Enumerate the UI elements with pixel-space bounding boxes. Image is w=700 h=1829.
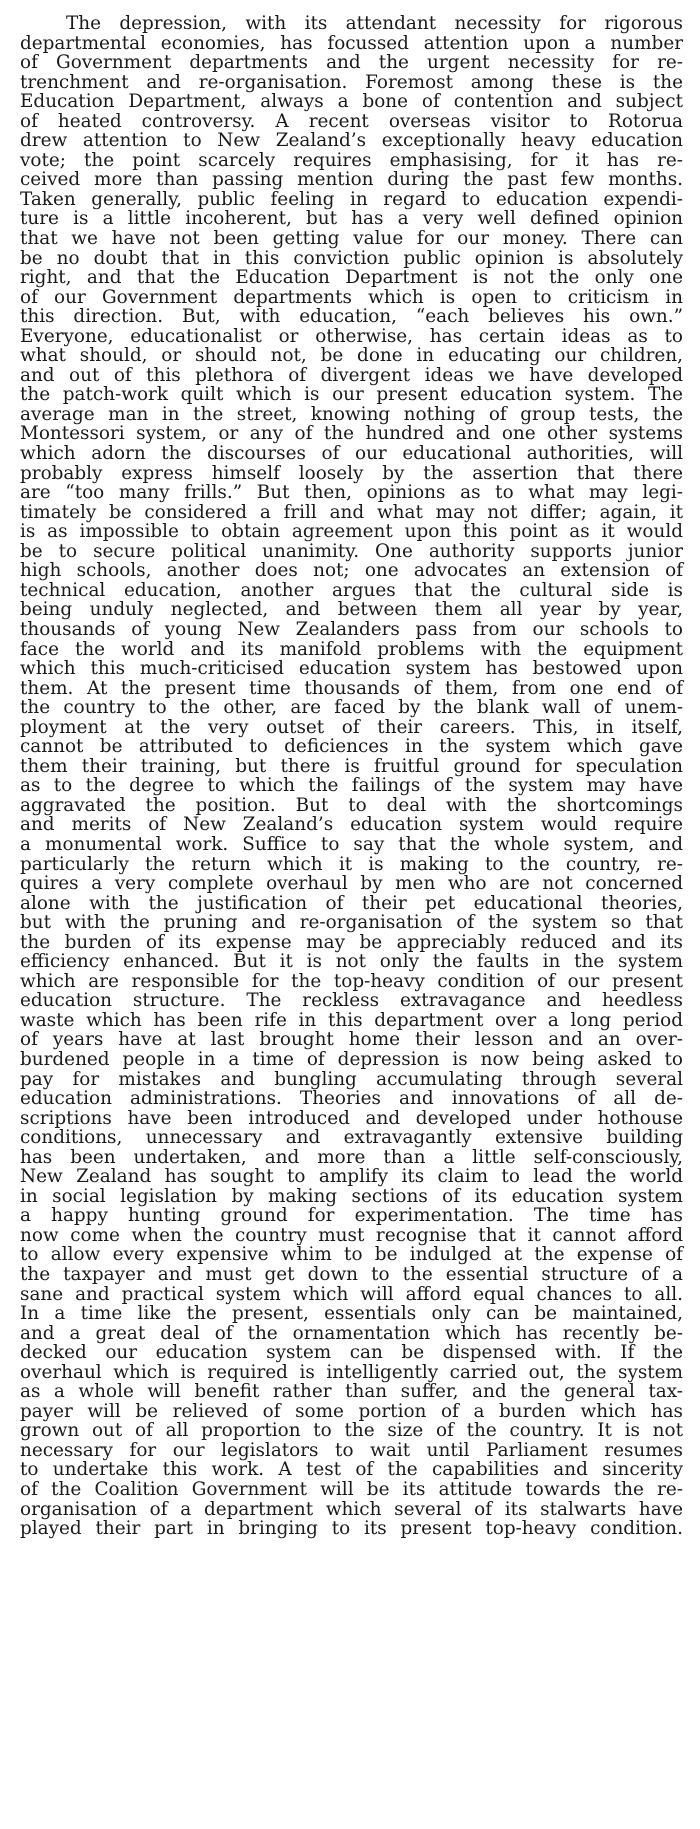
article-line: timately be considered a frill and what may not differ; again, it	[20, 501, 683, 523]
article-line: burdened people in a time of depression is now being asked to	[20, 1048, 683, 1070]
article-line: played their part in bringing to its present top-heavy condition.	[20, 1518, 683, 1540]
article-line: of heated controversy. A recent overseas visitor to Rotorua	[20, 110, 683, 132]
article-line: which adorn the discourses of our educational authorities, will	[20, 443, 683, 465]
article-line: them. At the present time thousands of them, from one end of	[20, 677, 683, 699]
article-line: and a great deal of the ornamentation which has recently be-	[20, 1322, 683, 1344]
article-line: overhaul which is required is intelligently carried out, the system	[20, 1361, 683, 1383]
editorial-article	[20, 14, 683, 1539]
article-line: this direction. But, with education, “each believes his own.”	[20, 306, 683, 328]
article-line: vote; the point scarcely requires emphasising, for it has re-	[20, 149, 683, 171]
article-line: sane and practical system which will afford equal chances to all.	[20, 1283, 683, 1305]
article-line: what should, or should not, be done in educating our children,	[20, 345, 683, 367]
article-line: the country to the other, are faced by the blank wall of unem-	[20, 697, 683, 719]
article-line: The depression, with its attendant necessity for rigorous	[66, 13, 683, 34]
article-line: waste which has been rife in this department over a long period	[20, 1009, 683, 1031]
article-line: ceived more than passing mention during the past few months.	[20, 169, 683, 191]
article-line: trenchment and re-organisation. Foremost among these is the	[20, 71, 683, 93]
article-line: the burden of its expense may be appreciably reduced and its	[20, 931, 683, 953]
article-line: be no doubt that in this conviction public opinion is absolutely	[20, 247, 683, 269]
article-line: high schools, another does not; one advocates an extension of	[20, 560, 683, 582]
article-line: Education Department, always a bone of contention and subject	[20, 91, 683, 113]
article-line: conditions, unnecessary and extravagantly extensive building	[20, 1127, 683, 1149]
article-line: as to the degree to which the failings of the system may have	[20, 775, 683, 797]
article-line: departmental economies, has focussed attention upon a number	[20, 32, 683, 54]
article-line: education structure. The reckless extravagance and heedless	[20, 990, 683, 1012]
article-line: average man in the street, knowing nothing of group tests, the	[20, 403, 683, 425]
article-line: education administrations. Theories and innovations of all de-	[20, 1088, 683, 1110]
article-line: necessary for our legislators to wait until Parliament resumes	[20, 1439, 683, 1461]
article-line: drew attention to New Zealand’s exceptionally heavy education	[20, 130, 683, 152]
article-line: Montessori system, or any of the hundred and one other systems	[20, 423, 683, 445]
article-line: particularly the return which it is making to the country, re-	[20, 853, 683, 875]
article-line: alone with the justification of their pet educational theories,	[20, 892, 683, 914]
article-line: now come when the country must recognise that it cannot afford	[20, 1224, 683, 1246]
article-line: of the Coalition Government will be its attitude towards the re-	[20, 1479, 683, 1501]
article-line: thousands of young New Zealanders pass from our schools to	[20, 618, 683, 640]
article-line: efficiency enhanced. But it is not only the faults in the system	[20, 951, 683, 973]
article-line: In a time like the present, essentials only can be maintained,	[20, 1303, 683, 1325]
article-line: which are responsible for the top-heavy condition of our present	[20, 970, 683, 992]
article-line: is as impossible to obtain agreement upon this point as it would	[20, 521, 683, 543]
article-line: cannot be attributed to deficiences in the system which gave	[20, 736, 683, 758]
article-line: them their training, but there is fruitful ground for speculation	[20, 755, 683, 777]
article-line: face the world and its manifold problems with the equipment	[20, 638, 683, 660]
article-line: payer will be relieved of some portion of a burden which has	[20, 1400, 683, 1422]
article-line: that we have not been getting value for our money. There can	[20, 228, 683, 250]
article-line: and out of this plethora of divergent ideas we have developed	[20, 364, 683, 386]
article-line: which this much-criticised education system has bestowed upon	[20, 658, 683, 680]
article-line: ployment at the very outset of their careers. This, in itself,	[20, 716, 683, 738]
article-line: be to secure political unanimity. One authority supports junior	[20, 540, 683, 562]
article-line: aggravated the position. But to deal with the shortcomings	[20, 794, 683, 816]
article-line: a monumental work. Suffice to say that the whole system, and	[20, 833, 683, 855]
article-line: of Government departments and the urgent necessity for re-	[20, 52, 683, 74]
article-line: decked our education system can be dispensed with. If the	[20, 1342, 683, 1364]
article-line: organisation of a department which several of its stalwarts have	[20, 1498, 683, 1520]
article-line: of our Government departments which is open to criticism in	[20, 286, 683, 308]
article-line: being unduly neglected, and between them all year by year,	[20, 599, 683, 621]
article-line: are “too many frills.” But then, opinions as to what may legi-	[20, 482, 683, 504]
article-line: technical education, another argues that the cultural side is	[20, 579, 683, 601]
article-line: Everyone, educationalist or otherwise, has certain ideas as to	[20, 325, 683, 347]
article-line: the taxpayer and must get down to the essential structure of a	[20, 1264, 683, 1285]
article-line: ture is a little incoherent, but has a very well defined opinion	[20, 208, 683, 230]
article-line: New Zealand has sought to amplify its claim to lead the world	[20, 1166, 683, 1188]
article-line: the patch-work quilt which is our present education system. The	[20, 384, 683, 406]
article-line: quires a very complete overhaul by men who are not concerned	[20, 873, 683, 895]
article-line: right, and that the Education Department is not the only one	[20, 267, 683, 289]
article-line: as a whole will benefit rather than suffer, and the general tax-	[20, 1381, 683, 1403]
article-line: Taken generally, public feeling in regard to education expendi-	[20, 188, 683, 210]
article-line: but with the pruning and re-organisation of the system so that	[20, 912, 683, 934]
article-line: to undertake this work. A test of the capabilities and sincerity	[20, 1459, 683, 1481]
article-line: in social legislation by making sections of its education system	[20, 1185, 683, 1207]
article-line: pay for mistakes and bungling accumulating through several	[20, 1068, 683, 1090]
article-line: has been undertaken, and more than a little self-consciously,	[20, 1146, 683, 1168]
article-line: and merits of New Zealand’s education system would require	[20, 814, 683, 836]
article-line: of years have at last brought home their lesson and an over-	[20, 1029, 683, 1051]
article-line: probably express himself loosely by the assertion that there	[20, 462, 683, 484]
article-line: grown out of all proportion to the size of the country. It is not	[20, 1420, 683, 1442]
article-line: a happy hunting ground for experimentation. The time has	[20, 1205, 683, 1227]
article-line: scriptions have been introduced and developed under hothouse	[20, 1107, 683, 1129]
article-line: to allow every expensive whim to be indulged at the expense of	[20, 1244, 683, 1266]
